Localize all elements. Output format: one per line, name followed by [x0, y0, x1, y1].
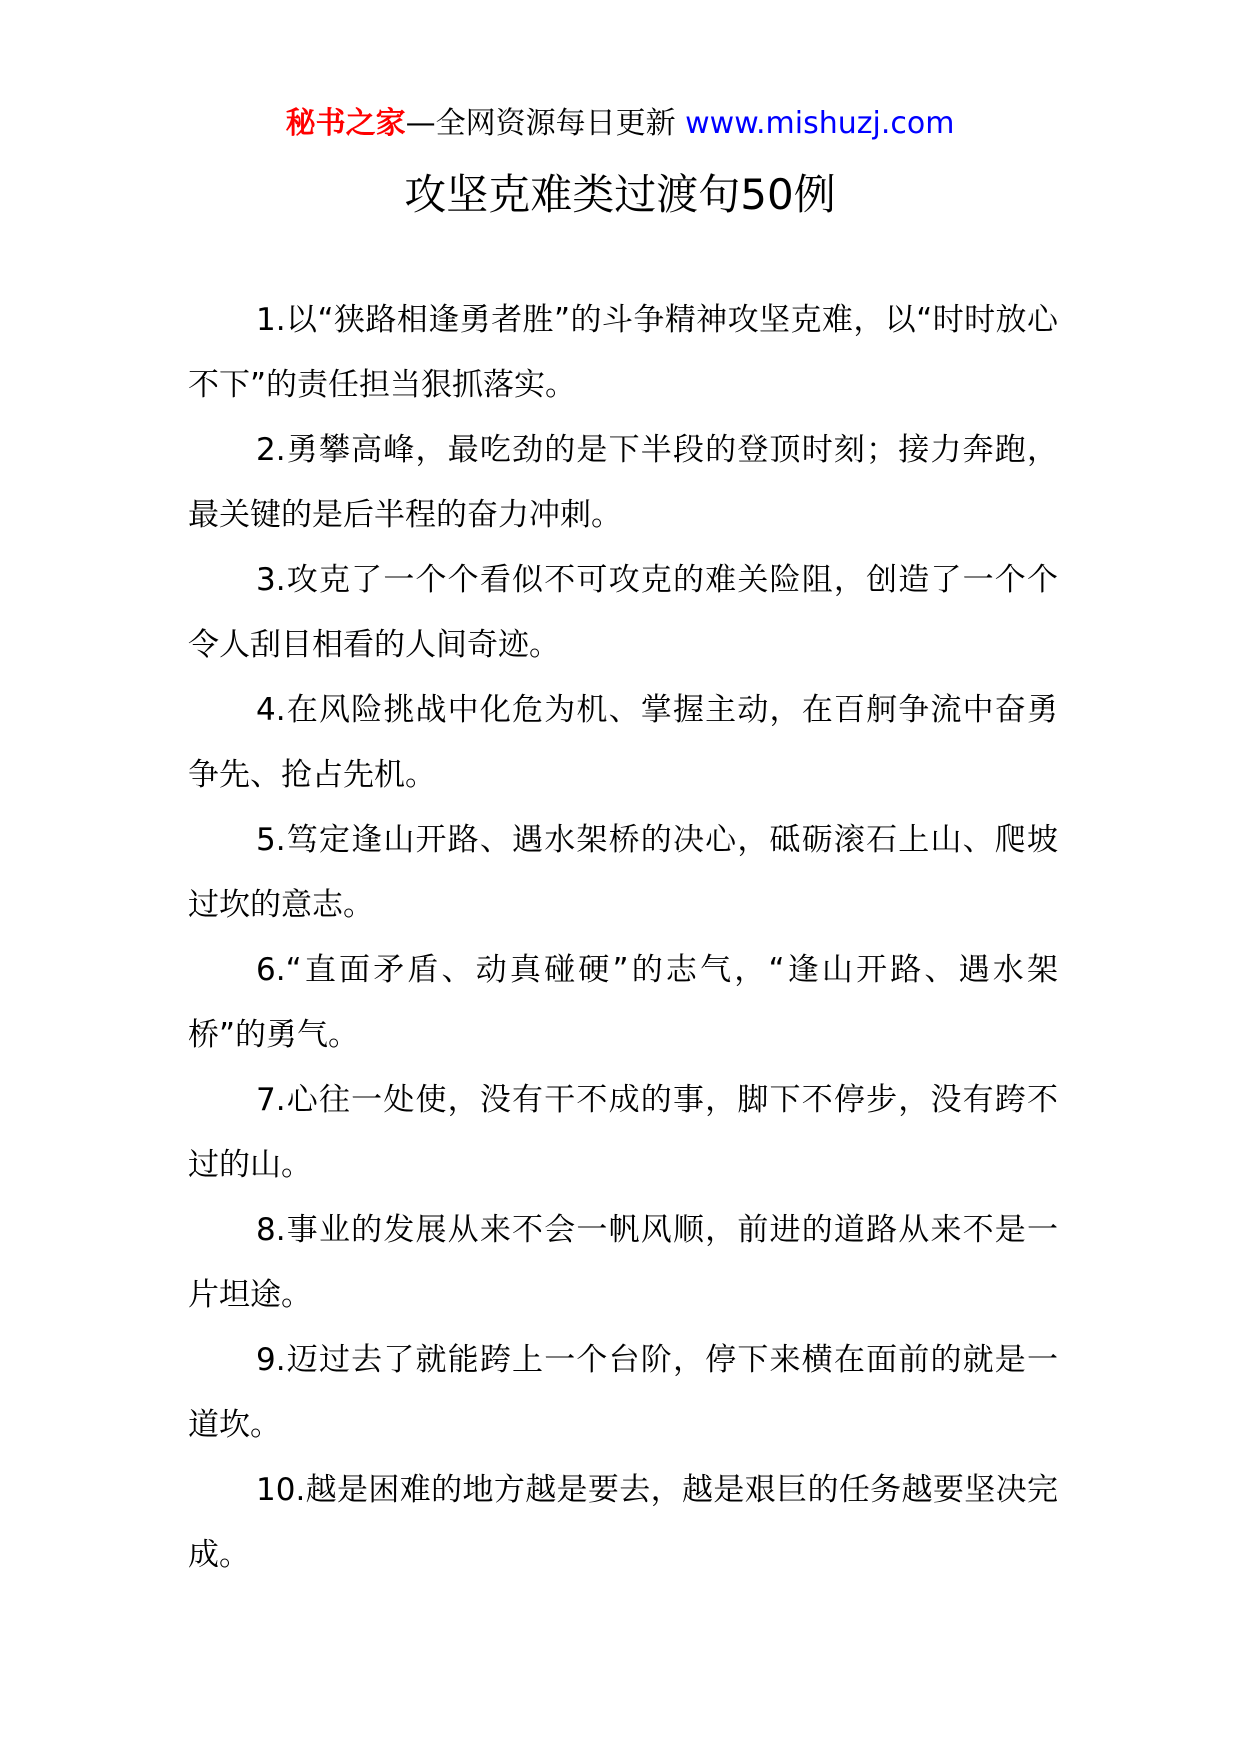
site-url-link[interactable]: www.mishuzj.com: [685, 106, 955, 141]
list-item: 1.以“狭路相逢勇者胜”的斗争精神攻坚克难，以“时时放心不下”的责任担当狠抓落实。: [188, 302, 1058, 403]
list-item: 6.“直面矛盾、动真碰硬”的志气，“逢山开路、遇水架桥”的勇气。: [188, 952, 1058, 1053]
list-item: 8.事业的发展从来不会一帆风顺，前进的道路从来不是一片坦途。: [188, 1212, 1058, 1313]
brand-name: 秘书之家: [285, 106, 406, 141]
list-item: 10.越是困难的地方越是要去，越是艰巨的任务越要坚决完成。: [188, 1472, 1058, 1573]
document-title: 攻坚克难类过渡句50例: [404, 170, 836, 219]
list-item: 4.在风险挑战中化危为机、掌握主动，在百舸争流中奋勇争先、抢占先机。: [188, 692, 1058, 793]
list-item: 2.勇攀高峰，最吃劲的是下半段的登顶时刻；接力奔跑，最关键的是后半程的奋力冲刺。: [188, 432, 1058, 533]
list-item: 7.心往一处使，没有干不成的事，脚下不停步，没有跨不过的山。: [188, 1082, 1058, 1183]
site-header: [0, 100, 1240, 148]
list-item: 5.笃定逢山开路、遇水架桥的决心，砥砺滚石上山、爬坡过坎的意志。: [188, 822, 1058, 923]
sentence-list: [188, 288, 1058, 1588]
list-item: 3.攻克了一个个看似不可攻克的难关险阻，创造了一个个令人刮目相看的人间奇迹。: [188, 562, 1058, 663]
site-slogan: —全网资源每日更新: [405, 106, 676, 141]
list-item: 9.迈过去了就能跨上一个台阶，停下来横在面前的就是一道坎。: [188, 1342, 1058, 1443]
